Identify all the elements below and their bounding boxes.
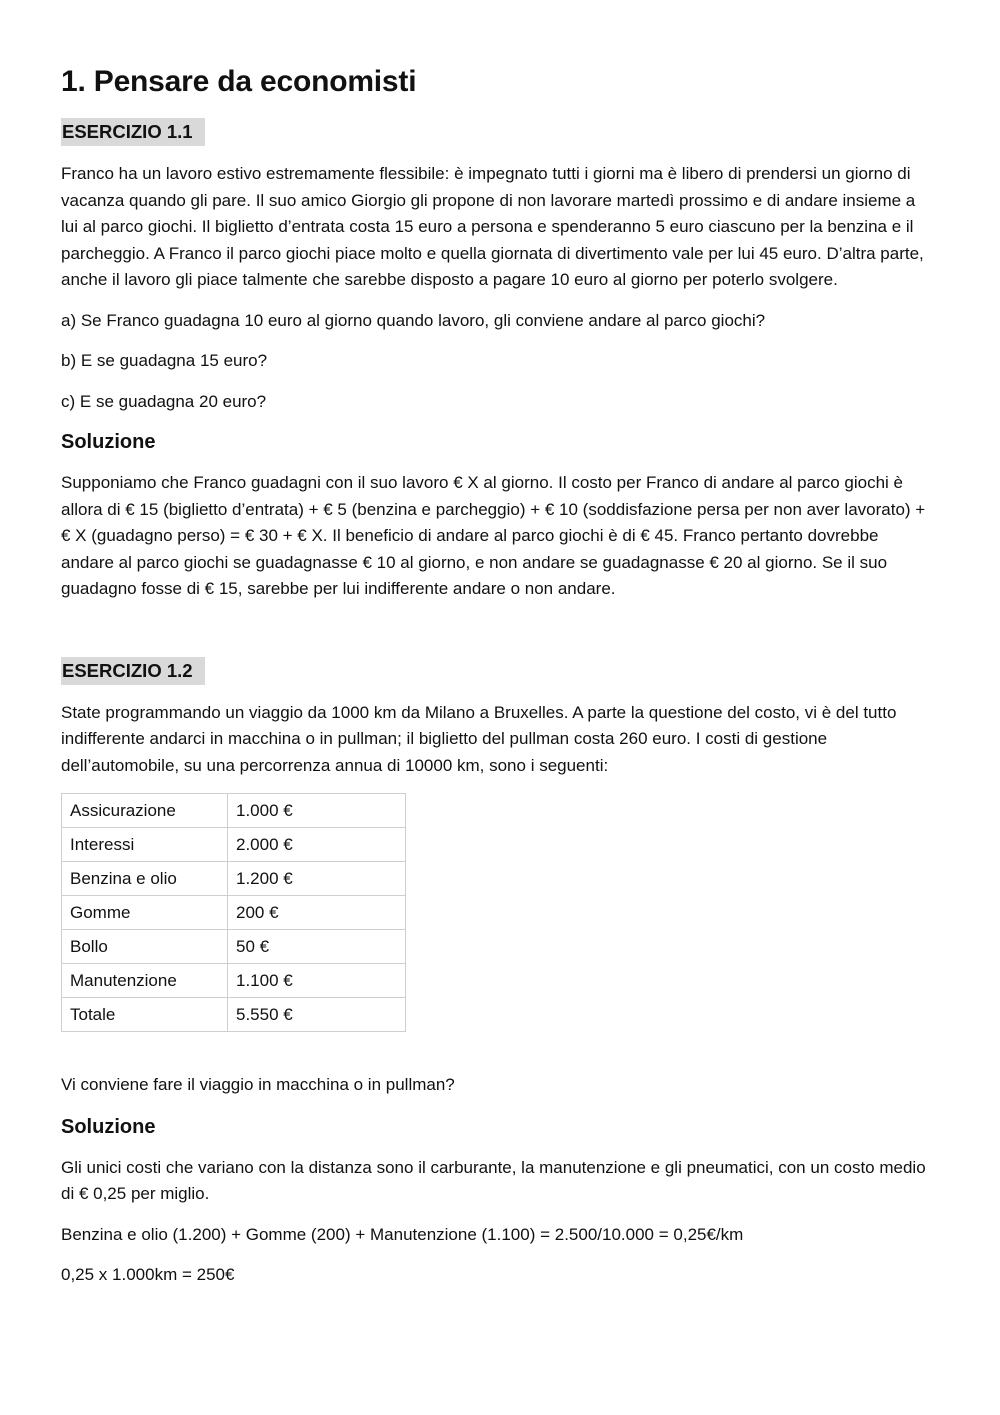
calculation-line-2: 0,25 x 1.000km = 250€ — [61, 1265, 235, 1284]
cost-item-label: Interessi — [62, 828, 228, 862]
calculation-line-1: Benzina e olio (1.200) + Gomme (200) + Manutenzione (1.100) = 2.500/10.000 = 0,25€/km — [61, 1224, 744, 1244]
chapter-title: 1. Pensare da economisti — [61, 65, 417, 98]
table-row — [62, 862, 406, 896]
exercise-1-2-question: Vi conviene fare il viaggio in macchina o in pullman? — [61, 1075, 455, 1094]
cost-item-value: 200 € — [228, 896, 406, 930]
exercise-1-2-text: State programmando un viaggio da 1000 km da Milano a Bruxelles. A parte la questione del costo, vi è del tutto indifferente andarci in macchina o in pullman; il biglietto del pullman costa 260 euro. I costi di gestione dell’automobile, su una percorrenza annua di 10000 km, sono i seguenti: — [61, 702, 897, 775]
table-row — [62, 964, 406, 998]
cost-item-label: Gomme — [62, 896, 228, 930]
solution-1-1-text: Supponiamo che Franco guadagni con il suo lavoro € X al giorno. Il costo per Franco di andare al parco giochi è allora di € 15 (biglietto d’entrata) + € 5 (benzina e parcheggio) + € 10 (soddisfazione persa per non aver lavorato) + € X (guadagno perso) = € 30 + € X. Il beneficio di andare al parco giochi è di € 45. Franco pertanto dovrebbe andare al parco giochi se guadagnasse € 10 al giorno, e non andare se guadagnasse € 20 al giorno. Se il suo guadagno fosse di € 15, sarebbe per lui indifferente andare o non andare. — [61, 473, 926, 598]
cost-item-label: Assicurazione — [62, 794, 228, 828]
table-row — [62, 794, 406, 828]
cost-item-value: 2.000 € — [228, 828, 406, 862]
table-row — [62, 930, 406, 964]
cost-item-label: Manutenzione — [62, 964, 228, 998]
cost-item-label: Benzina e olio — [62, 862, 228, 896]
solution-1-2-heading: Soluzione — [61, 1115, 156, 1138]
question-c: c) E se guadagna 20 euro? — [61, 391, 267, 411]
exercise-1-1-text: Franco ha un lavoro estivo estremamente flessibile: è impegnato tutti i giorni ma è libero di prendersi un giorno di vacanza quando gli pare. Il suo amico Giorgio gli propone di non lavorare martedì prossimo e di andare insieme a lui al parco giochi. Il biglietto d’entrata costa 15 euro a persona e spenderanno 5 euro ciascuno per la benzina e il parcheggio. A Franco il parco giochi piace molto e quella giornata di divertimento vale per lui 45 euro. D’altra parte, anche il lavoro gli piace talmente che sarebbe disposto a pagare 10 euro al giorno per poterlo svolgere. — [61, 164, 924, 289]
cost-table — [61, 793, 406, 1032]
solution-1-1-heading: Soluzione — [61, 431, 156, 453]
table-row — [62, 828, 406, 862]
cost-item-value: 1.100 € — [228, 964, 406, 998]
exercise-1-2-section — [61, 657, 933, 1289]
cost-item-value: 1.200 € — [228, 862, 406, 896]
document-page — [61, 62, 933, 1289]
table-row — [62, 896, 406, 930]
question-b: b) E se guadagna 15 euro? — [61, 351, 268, 370]
cost-item-value: 5.550 € — [228, 998, 406, 1032]
exercise-1-1-heading: ESERCIZIO 1.1 — [61, 118, 205, 146]
cost-item-value: 50 € — [228, 930, 406, 964]
exercise-1-2-heading: ESERCIZIO 1.2 — [61, 657, 205, 685]
solution-1-2-text: Gli unici costi che variano con la distanza sono il carburante, la manutenzione e gli pneumatici, con un costo medio di € 0,25 per miglio. — [61, 1157, 926, 1203]
cost-item-value: 1.000 € — [228, 794, 406, 828]
cost-item-label: Bollo — [62, 930, 228, 964]
table-row — [62, 998, 406, 1032]
question-a: a) Se Franco guadagna 10 euro al giorno quando lavoro, gli conviene andare al parco giochi? — [61, 310, 766, 330]
cost-item-label: Totale — [62, 998, 228, 1032]
exercise-1-1-section — [61, 118, 933, 603]
